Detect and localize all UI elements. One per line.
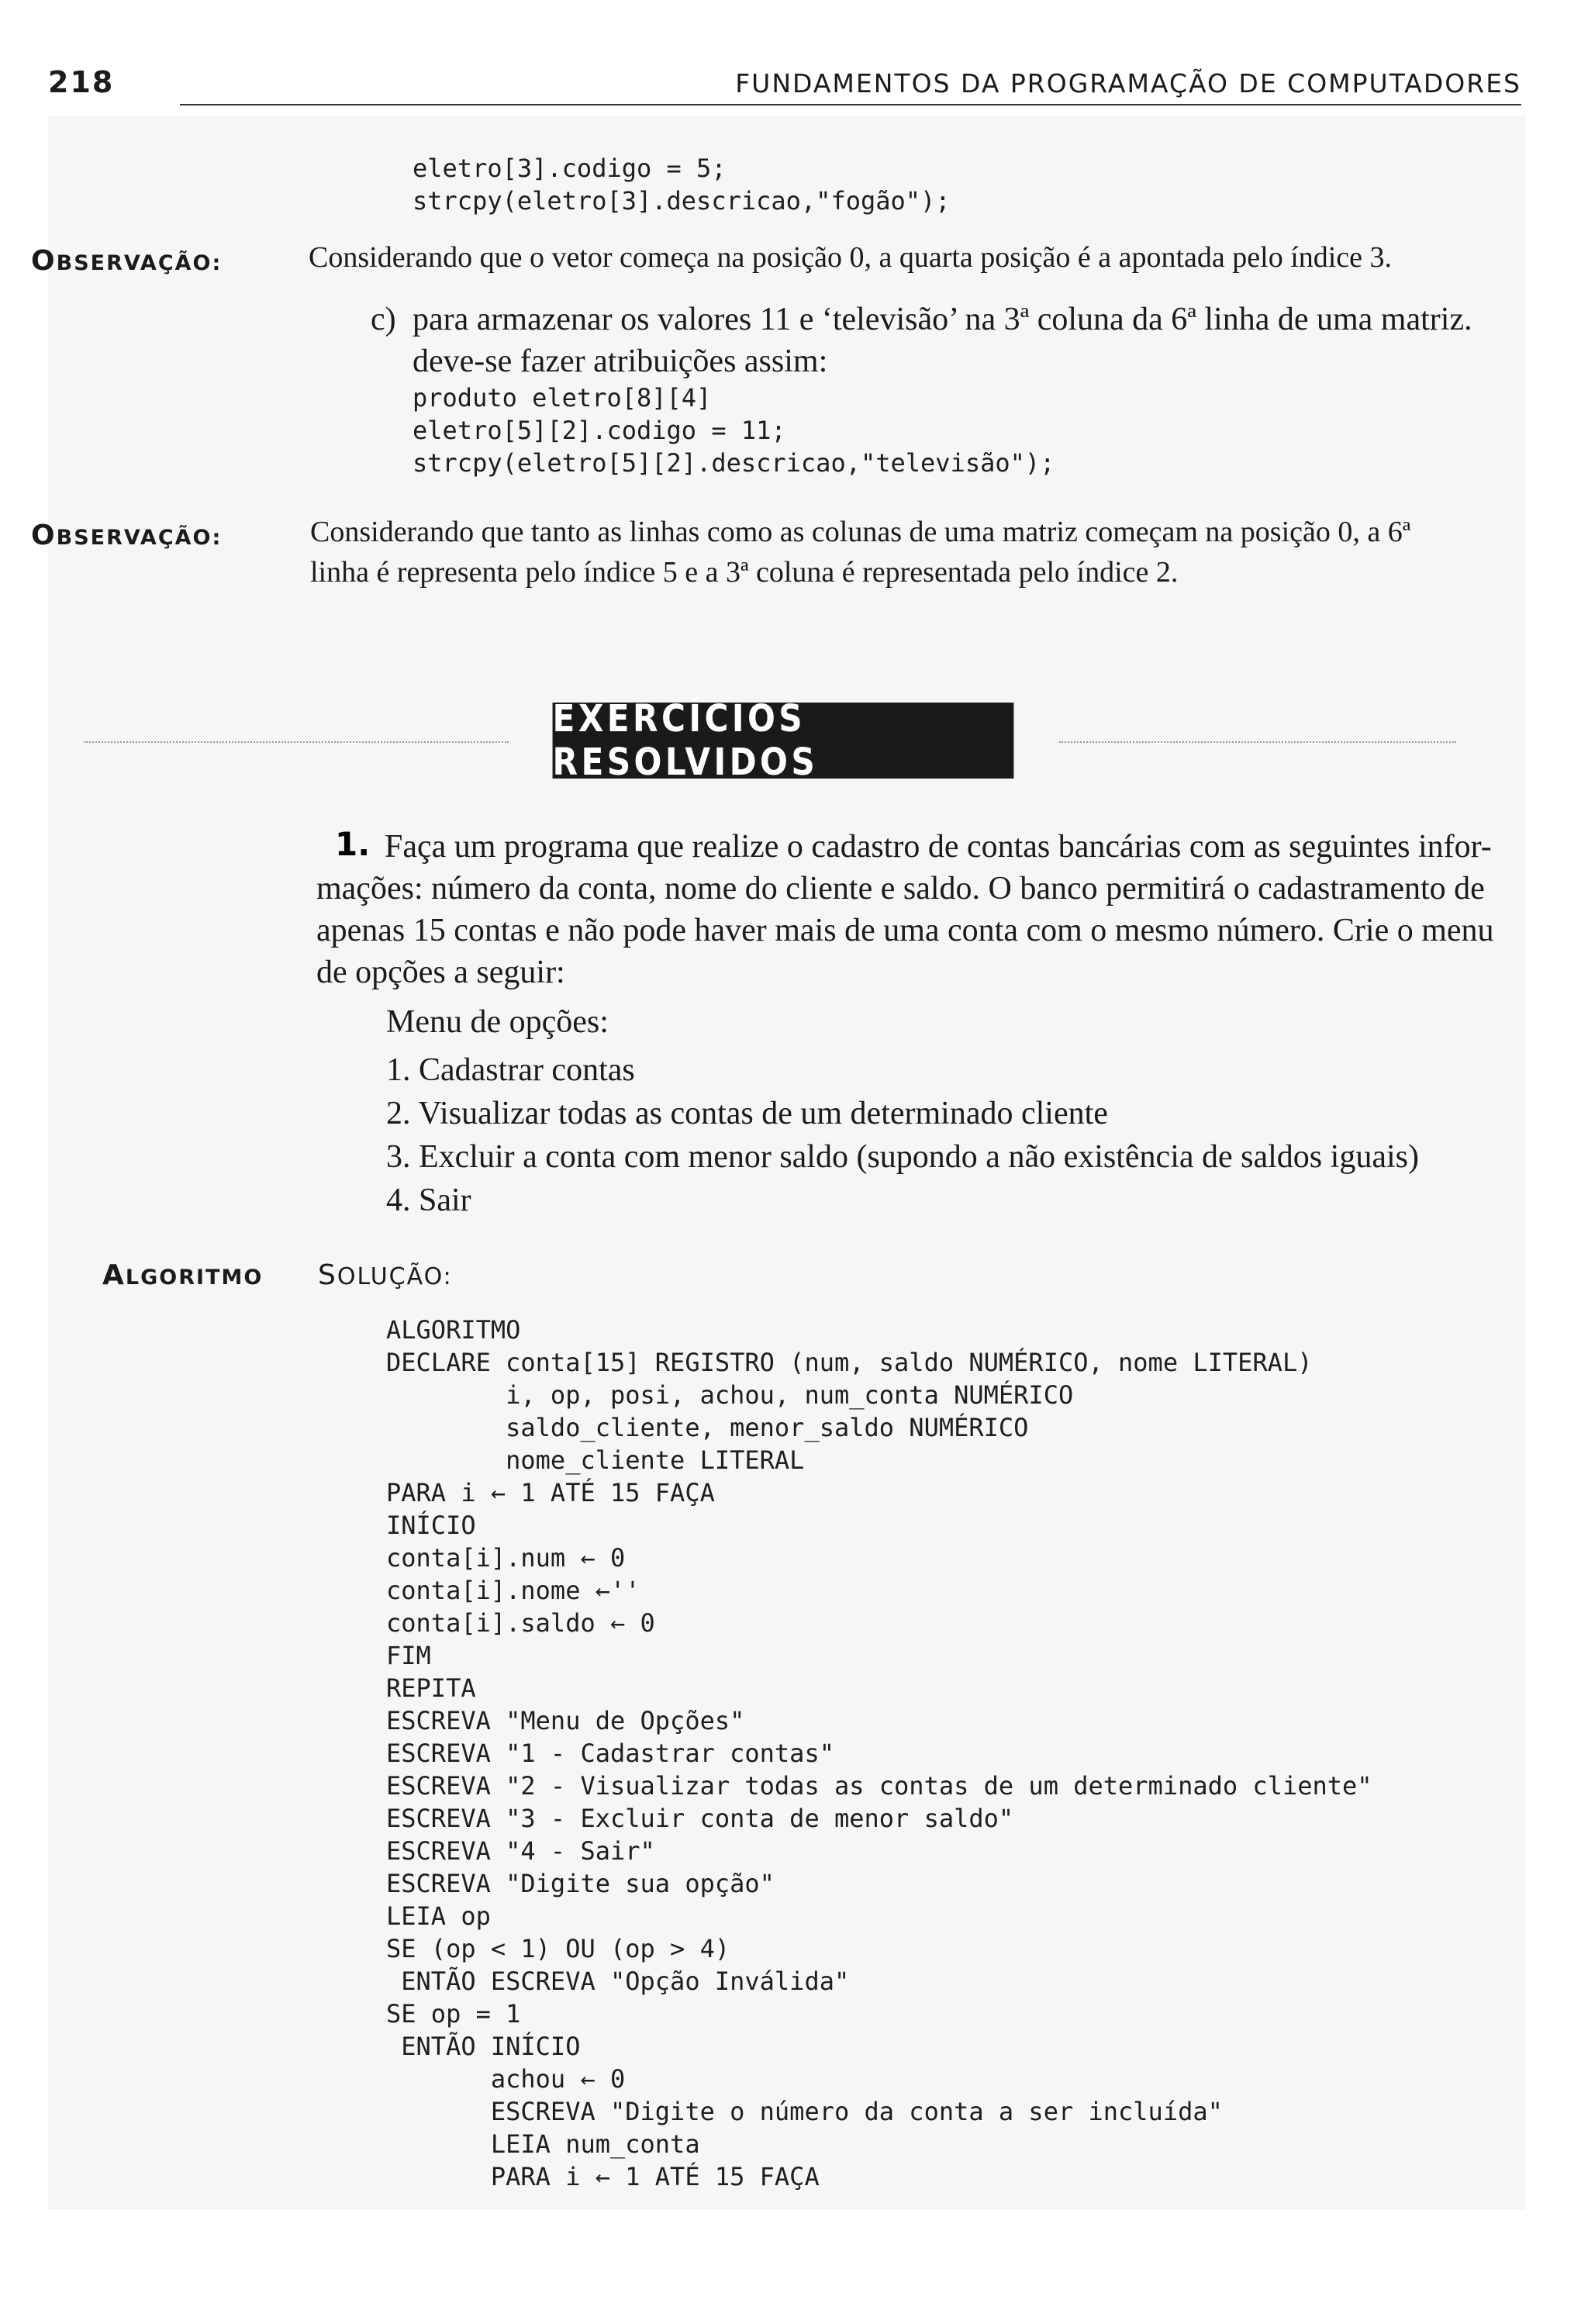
code-line: nome_cliente LITERAL: [386, 1445, 805, 1475]
code-line: PARA i ← 1 ATÉ 15 FAÇA: [386, 2162, 820, 2191]
code-line: ENTÃO INÍCIO: [386, 2032, 581, 2061]
algorithm-label: ALGORITMO: [102, 1259, 264, 1291]
banner-rule-left: [84, 741, 509, 743]
code-line: ENTÃO ESCREVA "Opção Inválida": [386, 1967, 850, 1996]
code-line: ESCREVA "Menu de Opções": [386, 1706, 745, 1735]
code-line: conta[i].num ← 0: [386, 1543, 626, 1573]
note-text-line1: Considerando que tanto as linhas como as colunas de uma matriz começam na posição 0, a 6ª: [310, 516, 1411, 548]
code-line: strcpy(eletro[3].descricao,"fogão");: [413, 186, 951, 216]
code-line: eletro[3].codigo = 5;: [413, 154, 727, 183]
item-c-line1: para armazenar os valores 11 e ‘televisão’ na 3ª coluna da 6ª linha de uma matriz.: [413, 302, 1472, 337]
solution-label: SOLUÇÃO:: [318, 1259, 453, 1291]
code-line: SE op = 1: [386, 1999, 521, 2029]
exercise-number: 1.: [335, 825, 371, 863]
exercise-text-line: Faça um programa que realize o cadastro de contas bancárias com as seguintes infor-: [385, 829, 1492, 865]
code-line: conta[i].saldo ← 0: [386, 1608, 655, 1638]
code-line: achou ← 0: [386, 2064, 626, 2094]
code-line: ESCREVA "4 - Sair": [386, 1836, 655, 1866]
note-label: OBSERVAÇÃO:: [31, 245, 223, 277]
list-marker-c: c): [371, 302, 396, 337]
code-line: ESCREVA "3 - Excluir conta de menor saldo": [386, 1804, 1014, 1833]
code-line: i, op, posi, achou, num_conta NUMÉRICO: [386, 1380, 1074, 1410]
code-line: ESCREVA "2 - Visualizar todas as contas de um determinado cliente": [386, 1771, 1372, 1801]
code-line: REPITA: [386, 1673, 476, 1703]
code-line: saldo_cliente, menor_saldo NUMÉRICO: [386, 1413, 1029, 1442]
note-text-line2: linha é representa pelo índice 5 e a 3ª coluna é representada pelo índice 2.: [310, 556, 1179, 589]
code-line: conta[i].nome ←'': [386, 1576, 640, 1605]
note-label: OBSERVAÇÃO:: [31, 520, 223, 551]
code-line: INÍCIO: [386, 1511, 476, 1540]
list-item: 1. Cadastrar contas: [386, 1052, 635, 1088]
code-line: LEIA op: [386, 1901, 491, 1931]
exercise-text-line: de opções a seguir:: [316, 955, 565, 990]
list-item: 2. Visualizar todas as contas de um determinado cliente: [386, 1096, 1108, 1131]
code-line: ESCREVA "1 - Cadastrar contas": [386, 1739, 834, 1768]
header-rule: [180, 104, 1521, 105]
list-item: 4. Sair: [386, 1183, 471, 1218]
code-line: PARA i ← 1 ATÉ 15 FAÇA: [386, 1478, 715, 1507]
running-title: FUNDAMENTOS DA PROGRAMAÇÃO DE COMPUTADORES: [735, 68, 1521, 98]
banner-rule-right: [1059, 741, 1456, 743]
code-line: LEIA num_conta: [386, 2129, 700, 2159]
menu-options-list: [386, 1048, 1419, 1222]
code-line: eletro[5][2].codigo = 11;: [413, 416, 786, 445]
algorithm-code-block: [386, 1314, 1372, 2193]
code-line: ESCREVA "Digite sua opção": [386, 1869, 775, 1898]
code-line: strcpy(eletro[5][2].descricao,"televisão");: [413, 448, 1055, 478]
code-line: produto eletro[8][4]: [413, 383, 712, 413]
code-line: FIM: [386, 1641, 431, 1670]
exercise-text-line: apenas 15 contas e não pode haver mais de uma conta com o mesmo número. Crie o menu: [316, 913, 1494, 948]
note-text: Considerando que o vetor começa na posição 0, a quarta posição é a apontada pelo índice 3.: [309, 241, 1393, 274]
page-number: 218: [48, 65, 115, 99]
exercise-text-line: mações: número da conta, nome do cliente e saldo. O banco permitirá o cadastramento de: [316, 871, 1485, 906]
code-line: SE (op < 1) OU (op > 4): [386, 1934, 730, 1963]
code-line: ESCREVA "Digite o número da conta a ser incluída": [386, 2097, 1223, 2126]
section-banner: EXERCÍCIOS RESOLVIDOS: [553, 703, 1014, 779]
code-line: DECLARE conta[15] REGISTRO (num, saldo NUMÉRICO, nome LITERAL): [386, 1348, 1313, 1377]
item-c-line2: deve-se fazer atribuições assim:: [413, 344, 828, 379]
menu-title: Menu de opções:: [386, 1004, 609, 1040]
list-item: 3. Excluir a conta com menor saldo (supondo a não existência de saldos iguais): [386, 1139, 1419, 1175]
code-line: ALGORITMO: [386, 1315, 521, 1345]
